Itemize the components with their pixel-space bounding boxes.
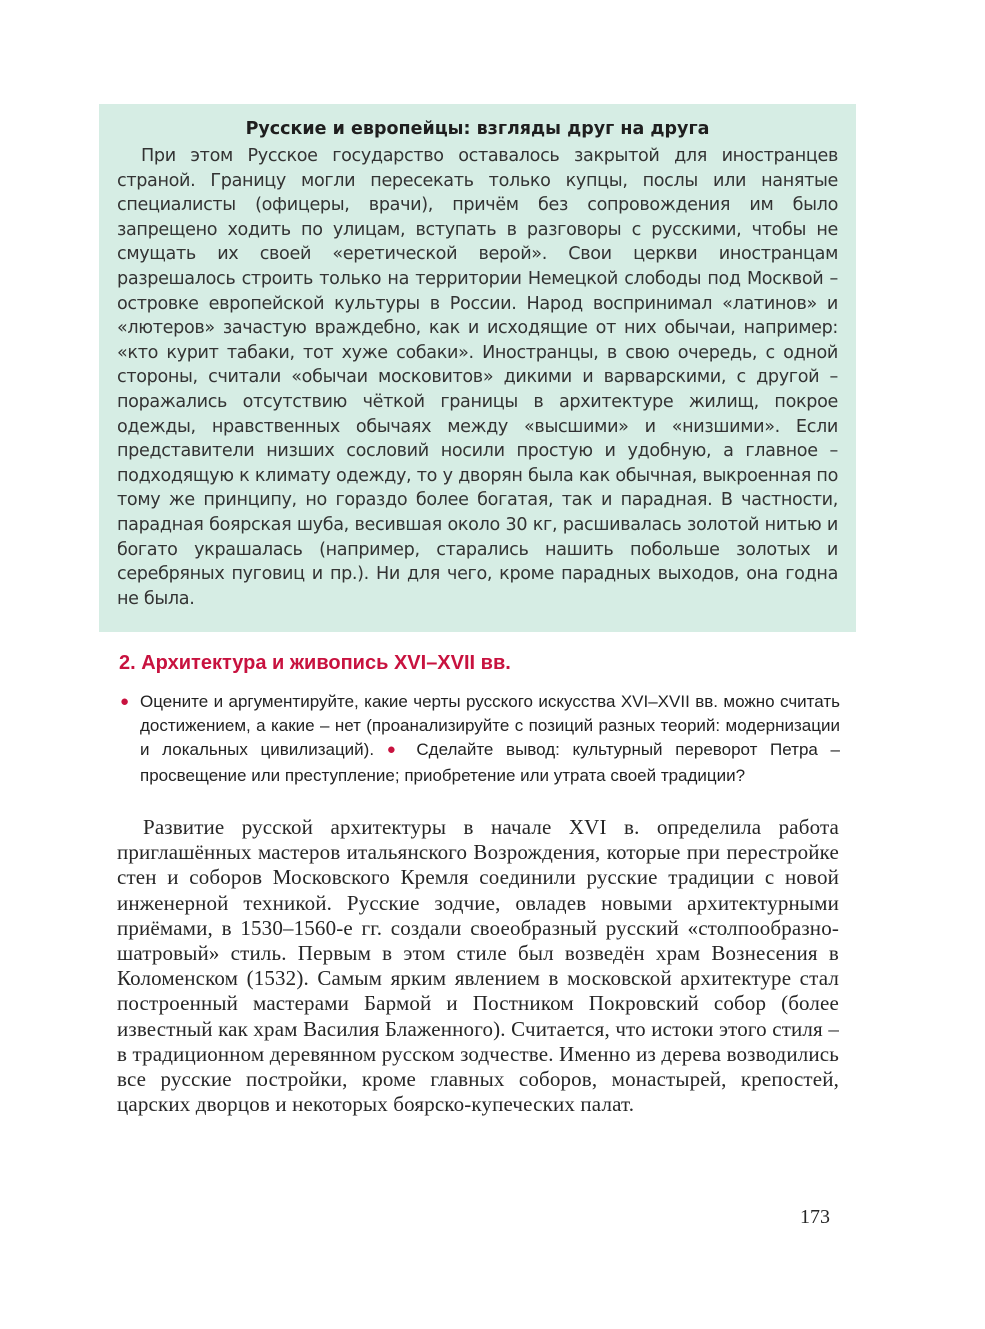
- main-paragraph: Развитие русской архитектуры в начале XVI в. определила работа приглашённых мастеров итальянского Возрождения, которые при перестройке стен и соборов Московского Кремля соединили русские традиции с новой инженерной техникой. Русские зодчие, овладев новыми архитектурными приёмами, в 1530–1560-е гг. создали своеобразный русский «столпообразно-шатровый» стиль. Первым в этом стиле был возведён храм Вознесения в Коломенском (1532). Самым ярким явлением в московской архитектуре стал построенный мастерами Бармой и Постником Покровский собор (более известный как храм Василия Блаженного). Считается, что истоки этого стиля – в традиционном деревянном русском зодчестве. Именно из дерева возводились все русские постройки, кроме главных соборов, монастырей, крепостей, царских дворцов и некоторых боярско-купеческих палат.: [117, 815, 839, 1117]
- sidebar-box: [99, 104, 856, 632]
- bullet-icon: ●: [120, 693, 130, 710]
- page-number: 173: [800, 1206, 830, 1228]
- task-block: [120, 690, 840, 788]
- task-text-1: Оцените и аргументируйте, какие черты русского искусства XVI–XVII вв. можно считать достижением, а какие – нет (проанализируйте с позиций разных теорий: модернизации и локальных цивилизаций).: [140, 692, 840, 760]
- sidebar-title: Русские и европейцы: взгляды друг на друга: [245, 119, 710, 139]
- sidebar-paragraph: При этом Русское государство оставалось закрытой для иностранцев страной. Границу могли пересекать только купцы, послы или нанятые специалисты (офицеры, врачи), причём без сопровождения им было запрещено ходить по улицам, вступать в разговоры с русскими, чтобы не смущать их своей «еретической верой». Свои церкви иностранцам разрешалось строить только на территории Немецкой слободы под Москвой – островке европейской культуры в России. Народ воспринимал «латинов» и «лютеров» зачастую враждебно, как и исходящие от них обычаи, например: «кто курит табаки, тот хуже собаки». Иностранцы, в свою очередь, с одной стороны, считали «обычаи московитов» дикими и варварскими, с другой – поражались отсутствию чёткой границы в архитектуре жилищ, покрое одежды, нравственных обычаях между «высшими» и «низшими». Если представители низших сословий носили простую и удобную, а главное – подходящую к климату одежду, то у дворян была как обычная, выкроенная по тому же принципу, но гораздо более богатая, так и парадная. В частности, парадная боярская шуба, весившая около 30 кг, расшивалась золотой нитью и богато украшалась (например, старались нашить побольше золотых и серебряных пуговиц и пр.). Ни для чего, кроме парадных выходов, она годна не была.: [117, 146, 838, 609]
- task-text-2: Сделайте вывод: культурный переворот Петра – просвещение или преступление; приобретение или утрата своей традиции?: [140, 740, 840, 785]
- bullet-icon: ●: [386, 741, 404, 759]
- section-heading: 2. Архитектура и живопись XVI–XVII вв.: [119, 652, 511, 674]
